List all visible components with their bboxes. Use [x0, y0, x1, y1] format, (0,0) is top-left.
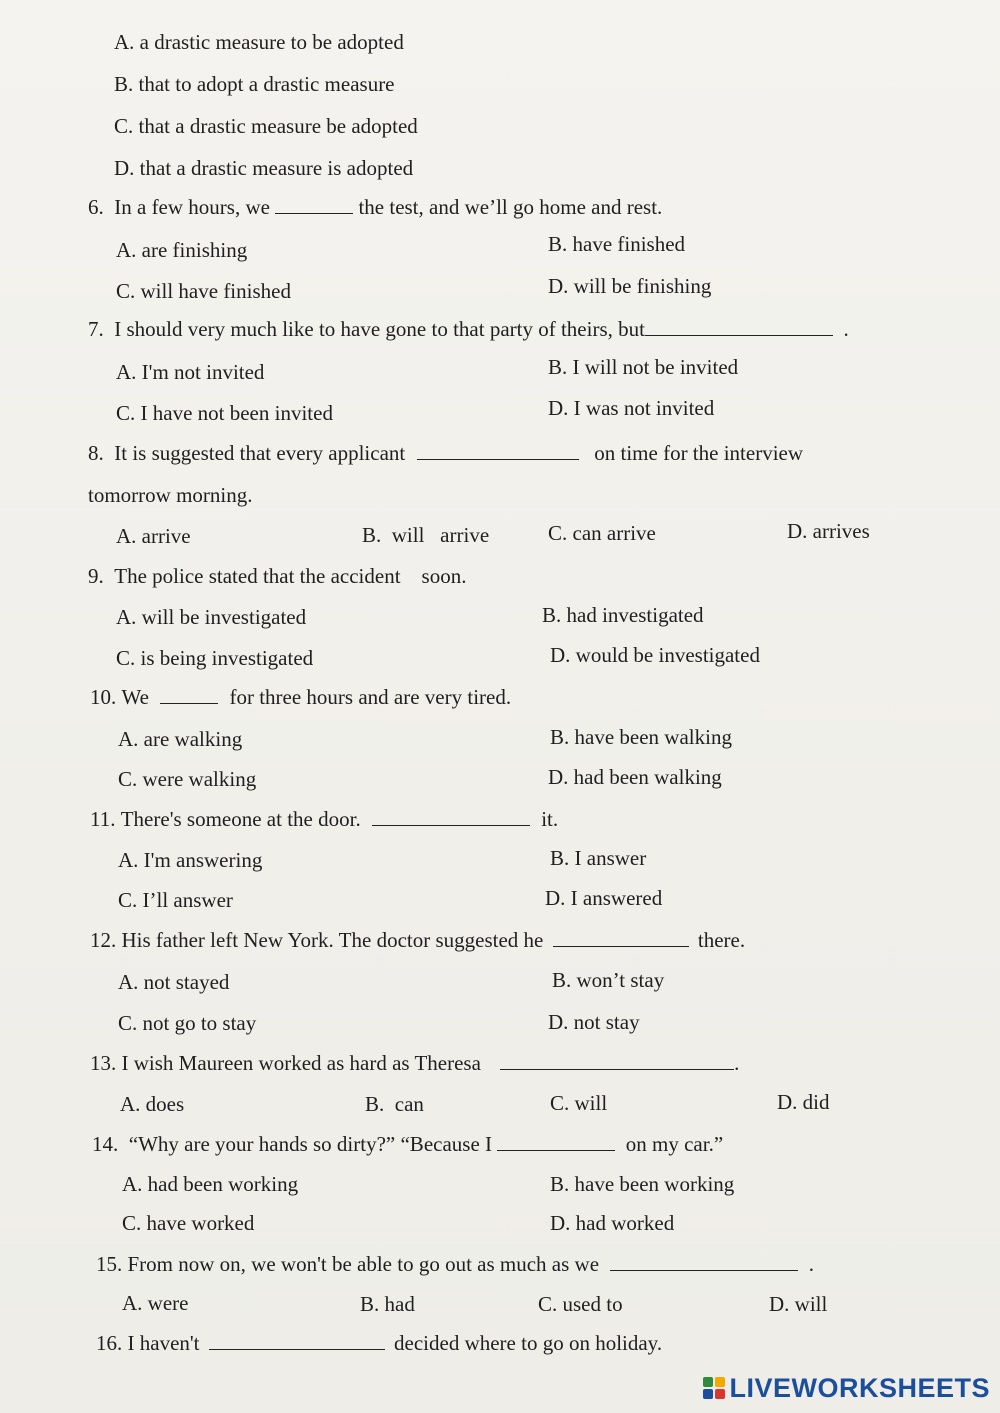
answer-blank[interactable]	[275, 197, 353, 214]
q13-option-b[interactable]: B. can	[365, 1092, 424, 1116]
question-13-stem: 13. I wish Maureen worked as hard as Theresa .	[90, 1051, 740, 1075]
q10-option-d[interactable]: D. had been walking	[548, 765, 722, 789]
q7-option-b[interactable]: B. I will not be invited	[548, 355, 739, 379]
question-8-stem: 8. It is suggested that every applicant on time for the interview	[88, 441, 804, 465]
q7-option-d[interactable]: D. I was not invited	[548, 396, 715, 420]
q11-option-c[interactable]: C. I’ll answer	[118, 888, 233, 912]
q13-option-d[interactable]: D. did	[777, 1090, 830, 1114]
q9-option-a[interactable]: A. will be investigated	[116, 605, 307, 629]
answer-blank[interactable]	[645, 319, 833, 336]
q7-option-a[interactable]: A. I'm not invited	[116, 360, 265, 384]
question-14-stem: 14. “Why are your hands so dirty?” “Because I on my car.”	[92, 1132, 724, 1156]
q13-option-a[interactable]: A. does	[120, 1092, 185, 1116]
q6-option-d[interactable]: D. will be finishing	[548, 274, 712, 298]
question-10-stem: 10. We for three hours and are very tired.	[90, 685, 512, 709]
question-6-stem: 6. In a few hours, we the test, and we’ll go home and rest.	[88, 195, 663, 219]
q15-option-c[interactable]: C. used to	[538, 1292, 623, 1316]
liveworksheets-logo-icon	[703, 1377, 725, 1399]
q10-option-b[interactable]: B. have been walking	[550, 725, 732, 749]
q12-option-c[interactable]: C. not go to stay	[118, 1011, 257, 1035]
q8-option-c[interactable]: C. can arrive	[548, 521, 656, 545]
q8-option-b[interactable]: B. will arrive	[362, 523, 490, 547]
q12-option-b[interactable]: B. won’t stay	[552, 968, 665, 992]
question-16-stem: 16. I haven't decided where to go on holiday.	[96, 1331, 663, 1355]
q6-option-b[interactable]: B. have finished	[548, 232, 686, 256]
q11-option-b[interactable]: B. I answer	[550, 846, 647, 870]
question-11-stem: 11. There's someone at the door. it.	[90, 807, 559, 831]
q11-option-d[interactable]: D. I answered	[545, 886, 663, 910]
liveworksheets-logo-text: LIVEWORKSHEETS	[729, 1372, 990, 1403]
q8-option-d[interactable]: D. arrives	[787, 519, 870, 543]
question-15-stem: 15. From now on, we won't be able to go out as much as we .	[96, 1252, 815, 1276]
q6-option-a[interactable]: A. are finishing	[116, 238, 248, 262]
answer-blank[interactable]	[610, 1254, 798, 1271]
q10-option-c[interactable]: C. were walking	[118, 767, 257, 791]
answer-blank[interactable]	[160, 687, 218, 704]
q15-option-d[interactable]: D. will	[769, 1292, 828, 1316]
question-12-stem: 12. His father left New York. The doctor suggested he there.	[90, 928, 746, 952]
q15-option-b[interactable]: B. had	[360, 1292, 415, 1316]
q14-option-d[interactable]: D. had worked	[550, 1211, 675, 1235]
q13-option-c[interactable]: C. will	[550, 1091, 608, 1115]
liveworksheets-logo	[703, 1371, 990, 1405]
q6-option-c[interactable]: C. will have finished	[116, 279, 291, 303]
q12-option-d[interactable]: D. not stay	[548, 1010, 640, 1034]
q14-option-a[interactable]: A. had been working	[122, 1172, 299, 1196]
q14-option-c[interactable]: C. have worked	[122, 1211, 255, 1235]
answer-blank[interactable]	[497, 1134, 615, 1151]
question-9-stem: 9. The police stated that the accident soon.	[88, 564, 467, 588]
q7-option-c[interactable]: C. I have not been invited	[116, 401, 333, 425]
pre-option-d: D. that a drastic measure is adopted	[114, 156, 414, 180]
answer-blank[interactable]	[553, 930, 689, 947]
q15-option-a[interactable]: A. were	[122, 1291, 189, 1315]
question-7-stem: 7. I should very much like to have gone to that party of theirs, but .	[88, 317, 849, 341]
q14-option-b[interactable]: B. have been working	[550, 1172, 735, 1196]
pre-option-a: A. a drastic measure to be adopted	[114, 30, 404, 54]
pre-option-c: C. that a drastic measure be adopted	[114, 114, 418, 138]
answer-blank[interactable]	[500, 1053, 734, 1070]
q9-option-d[interactable]: D. would be investigated	[550, 643, 760, 667]
answer-blank[interactable]	[372, 809, 530, 826]
answer-blank[interactable]	[417, 443, 579, 460]
answer-blank[interactable]	[209, 1333, 385, 1350]
q10-option-a[interactable]: A. are walking	[118, 727, 243, 751]
q9-option-c[interactable]: C. is being investigated	[116, 646, 314, 670]
question-8-continuation: tomorrow morning.	[88, 483, 253, 507]
pre-option-b: B. that to adopt a drastic measure	[114, 72, 395, 96]
q9-option-b[interactable]: B. had investigated	[542, 603, 704, 627]
q8-option-a[interactable]: A. arrive	[116, 524, 191, 548]
q12-option-a[interactable]: A. not stayed	[118, 970, 230, 994]
q11-option-a[interactable]: A. I'm answering	[118, 848, 263, 872]
